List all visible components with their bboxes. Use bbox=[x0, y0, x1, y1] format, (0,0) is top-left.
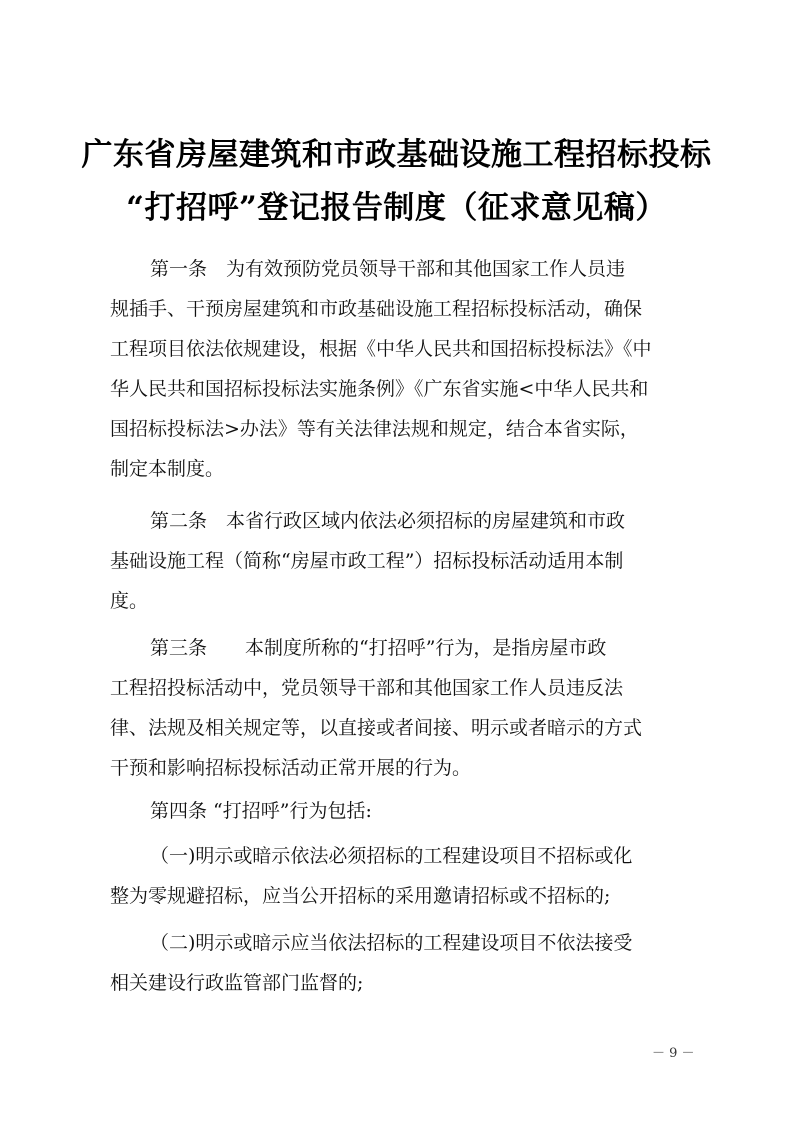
document-title bbox=[0, 137, 793, 226]
article-2-line-3: 度。 bbox=[110, 590, 149, 612]
article-3-line-4: 干预和影响招标投标活动正常开展的行为。 bbox=[110, 757, 472, 779]
title-line-1: 广东省房屋建筑和市政基础设施工程招标投标 bbox=[81, 137, 712, 173]
article-3-line-3: 律、法规及相关规定等，以直接或者间接、明示或者暗示的方式 bbox=[110, 717, 643, 739]
article-1-line-1: 第一条 为有效预防党员领导干部和其他国家工作人员违 bbox=[150, 258, 626, 280]
article-2-line-1: 第二条 本省行政区域内依法必须招标的房屋建筑和市政 bbox=[150, 510, 626, 532]
article-3-line-1: 第三条 本制度所称的“打招呼”行为，是指房屋市政 bbox=[150, 637, 607, 659]
article-4-item-2-line-1: （二)明示或暗示应当依法招标的工程建设项目不依法接受 bbox=[150, 932, 633, 954]
article-1-line-5: 国招标投标法>办法》等有关法律法规和规定，结合本省实际， bbox=[110, 418, 639, 440]
article-1-line-4: 华人民共和国招标投标法实施条例》《广东省实施<中华人民共和 bbox=[110, 378, 649, 400]
article-4-item-2-line-2: 相关建设行政监管部门监督的; bbox=[110, 972, 364, 994]
article-2-line-2: 基础设施工程（简称“房屋市政工程”）招标投标活动适用本制 bbox=[110, 550, 624, 572]
article-4-line-1: 第四条 “打招呼”行为包括: bbox=[150, 800, 372, 822]
page-number: － 9 － bbox=[652, 1046, 695, 1061]
article-3-line-2: 工程招投标活动中，党员领导干部和其他国家工作人员违反法 bbox=[110, 677, 624, 699]
title-line-2: “打招呼”登记报告制度（征求意见稿） bbox=[126, 190, 667, 226]
article-1-line-6: 制定本制度。 bbox=[110, 458, 225, 480]
article-1-line-2: 规插手、干预房屋建筑和市政基础设施工程招标投标活动，确保 bbox=[110, 298, 643, 320]
article-4-item-1-line-1: （一)明示或暗示依法必须招标的工程建设项目不招标或化 bbox=[150, 845, 633, 867]
article-4-item-1-line-2: 整为零规避招标，应当公开招标的采用邀请招标或不招标的; bbox=[110, 885, 611, 907]
article-1-line-3: 工程项目依法依规建设，根据《中华人民共和国招标投标法》《中 bbox=[110, 338, 652, 360]
